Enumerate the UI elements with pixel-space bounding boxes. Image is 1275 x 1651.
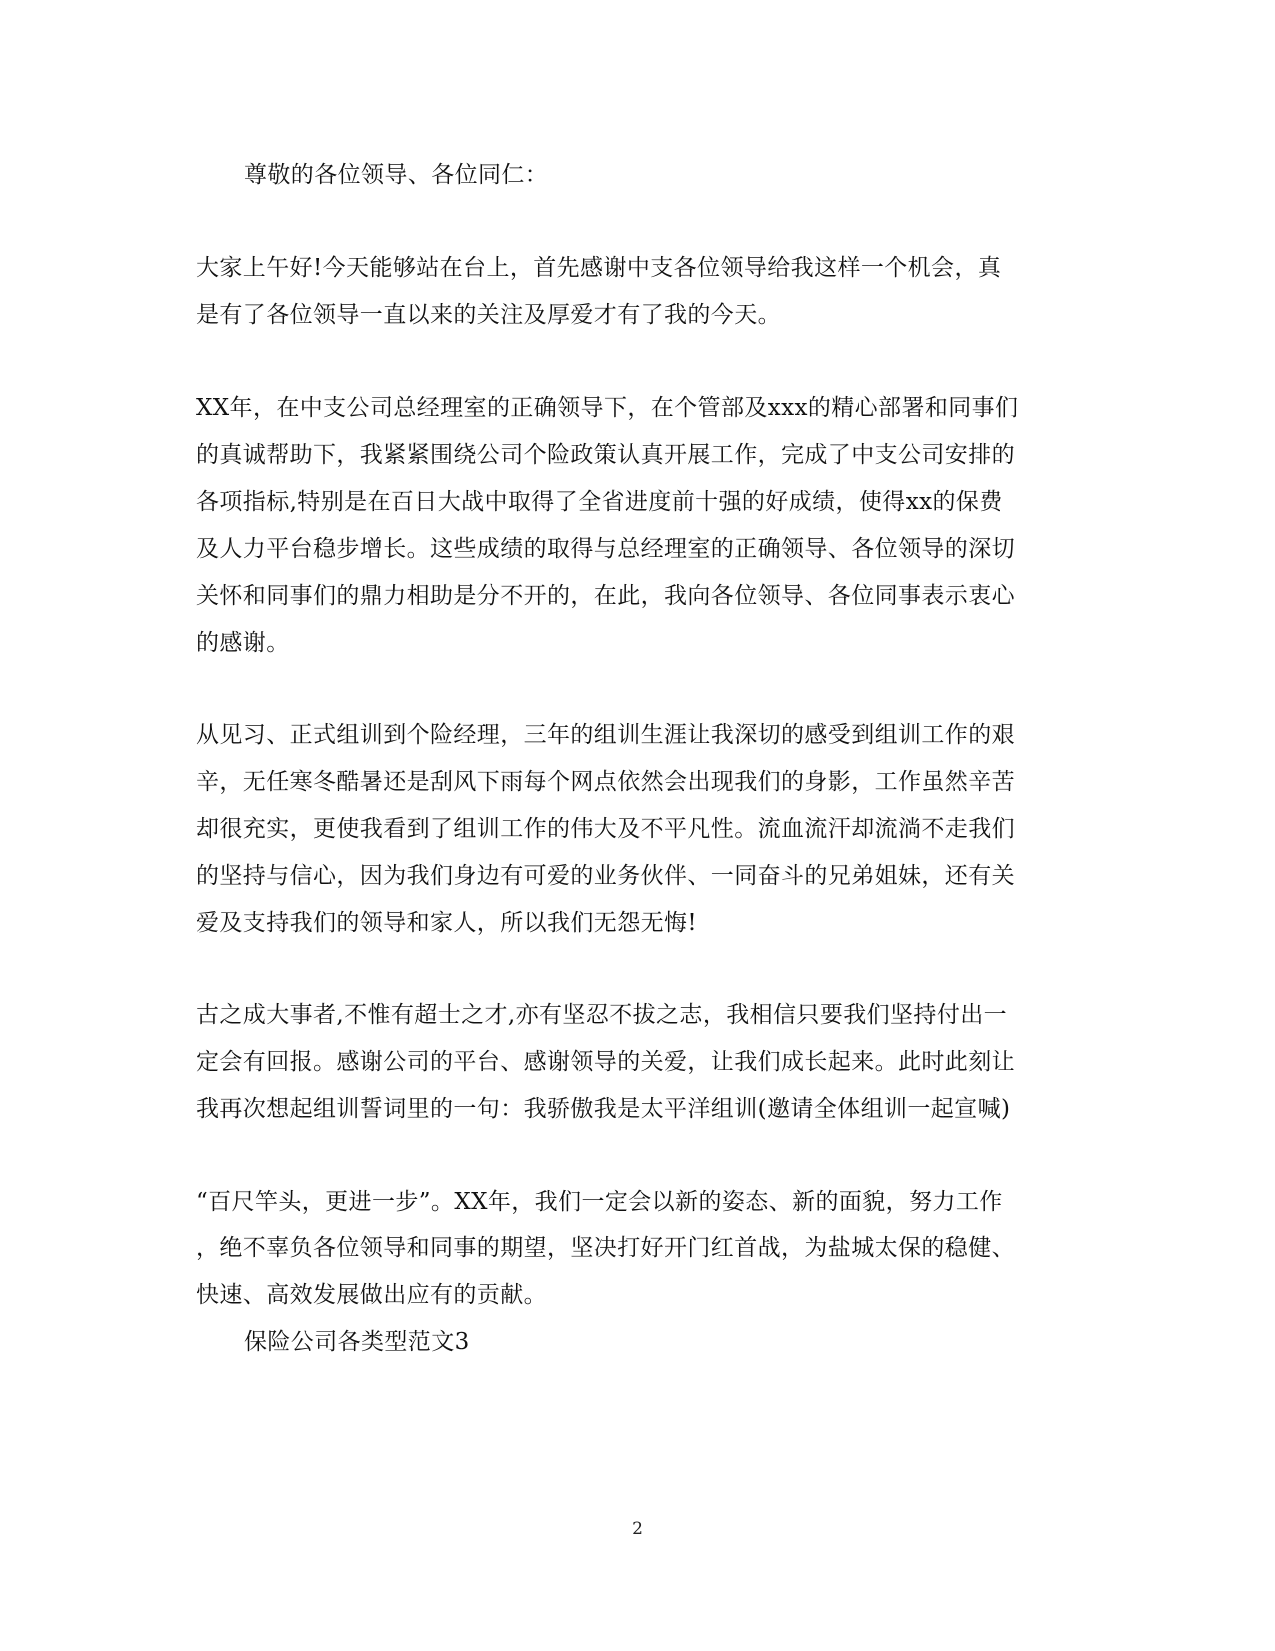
paragraph-line: 的真诚帮助下，我紧紧围绕公司个险政策认真开展工作，完成了中支公司安排的 (196, 442, 1015, 468)
paragraph-line: 辛，无任寒冬酷暑还是刮风下雨每个网点依然会出现我们的身影，工作虽然辛苦 (196, 769, 1015, 795)
page-number: 2 (632, 1519, 643, 1539)
section-heading: 保险公司各类型范文3 (244, 1329, 470, 1355)
paragraph-line: “百尺竿头，更进一步”。XX年，我们一定会以新的姿态、新的面貌，努力工作 (196, 1189, 1003, 1215)
paragraph-line: 及人力平台稳步增长。这些成绩的取得与总经理室的正确领导、各位领导的深切 (196, 536, 1015, 562)
paragraph-line: 却很充实，更使我看到了组训工作的伟大及不平凡性。流血流汗却流淌不走我们 (196, 816, 1015, 842)
paragraph-line: 我再次想起组训誓词里的一句：我骄傲我是太平洋组训(邀请全体组训一起宣喊) (196, 1096, 1011, 1122)
paragraph-line: 快速、高效发展做出应有的贡献。 (196, 1282, 547, 1308)
paragraph-line: XX年，在中支公司总经理室的正确领导下，在个管部及xxx的精心部署和同事们 (196, 395, 1019, 421)
salutation: 尊敬的各位领导、各位同仁： (244, 162, 549, 188)
paragraph-line: 的坚持与信心，因为我们身边有可爱的业务伙伴、一同奋斗的兄弟姐妹，还有关 (196, 863, 1015, 889)
paragraph-line: 古之成大事者,不惟有超士之才,亦有坚忍不拔之志，我相信只要我们坚持付出一 (196, 1002, 1008, 1028)
paragraph-line: 从见习、正式组训到个险经理，三年的组训生涯让我深切的感受到组训工作的艰 (196, 722, 1015, 748)
paragraph-line: 爱及支持我们的领导和家人，所以我们无怨无悔! (196, 910, 698, 936)
paragraph-line: 定会有回报。感谢公司的平台、感谢领导的关爱，让我们成长起来。此时此刻让 (196, 1049, 1015, 1075)
paragraph-line: 是有了各位领导一直以来的关注及厚爱才有了我的今天。 (196, 302, 781, 328)
paragraph-line: 大家上午好!今天能够站在台上，首先感谢中支各位领导给我这样一个机会，真 (196, 255, 1002, 281)
paragraph-line: 的感谢。 (196, 630, 290, 656)
paragraph-line: 各项指标,特别是在百日大战中取得了全省进度前十强的好成绩，使得xx的保费 (196, 489, 1003, 515)
paragraph-line: ，绝不辜负各位领导和同事的期望，坚决打好开门红首战，为盐城太保的稳健、 (196, 1235, 1015, 1261)
paragraph-line: 关怀和同事们的鼎力相助是分不开的，在此，我向各位领导、各位同事表示衷心 (196, 583, 1015, 609)
